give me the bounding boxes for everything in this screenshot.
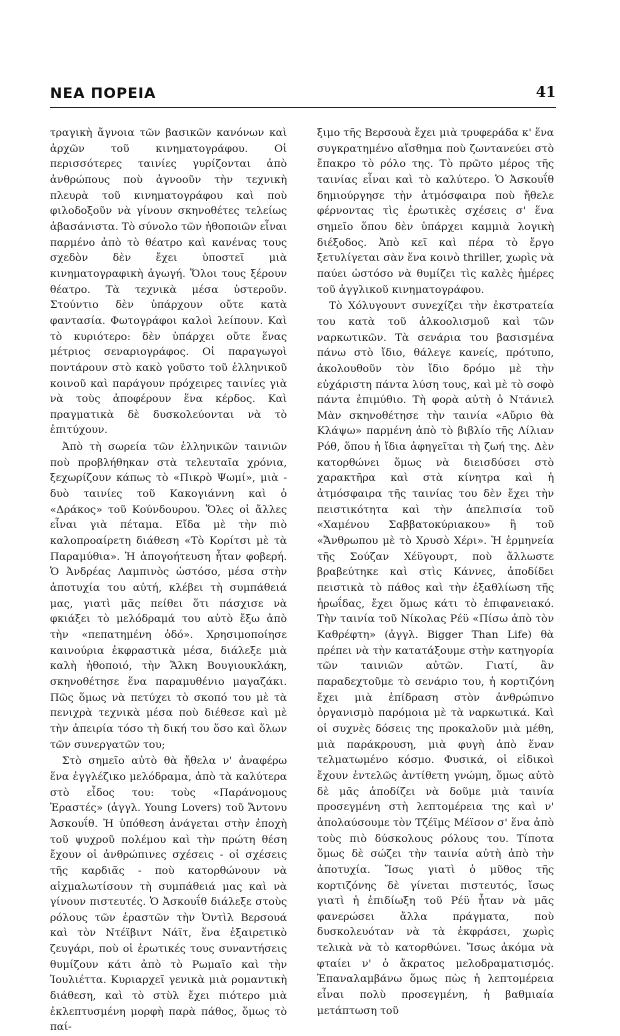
right-column <box>317 126 554 1019</box>
left-column <box>50 126 287 1036</box>
paragraph: Ἀπὸ τὴ σωρεία τῶν ἑλληνικῶν ταινιῶν ποὺ προβλήθηκαν στὰ τελευταῖα χρόνια, ξεχωρίζουν κάπως τὸ «Πικρὸ Ψωμί», μιὰ - δυὸ ταινίες τοῦ Κακογιάννη καὶ ὁ «Δράκος» τοῦ Κούνδουρου. Ὅλες οἱ ἄλλες εἶναι γιὰ πέταμα. Εἴδα μὲ τὴν πιὸ καλοπροαίρετη διάθεση «Τὸ Κορίτσι μὲ τὰ Παραμύθια». Ἡ ἀπογοήτευση ἦταν φοβερή. Ὁ Ἀνδρέας Λαμπινὸς ὡστόσο, μέσα στὴν ἀποτυχία του αὐτή, κλέβει τὴ συμπάθειά μας, γιατὶ μᾶς πείθει ὅτι πάσχισε νὰ φκιάξει τὸ μελόδραμά του αὐτὸ ἔξω ἀπὸ τὴν «πεπατημένη ὁδό». Χρησιμοποίησε καινούρια ἐκφραστικὰ μέσα, διάλεξε μιὰ καλὴ ἠθοποιό, τὴν Ἄλκη Βουγιουκλάκη, σκηνοθέτησε ἕνα παραμυθένιο μαγαζάκι. Πῶς ὅμως νὰ πετύχει τὸ σκοπό του μὲ τὰ πενιχρὰ τεχνικὰ μέσα ποὺ διέθεσε καὶ μὲ τὴν ἀπειρία τόσο τὴ δική του ὅσο καὶ ὅλων τῶν συνεργατῶν του; <box>50 441 287 751</box>
running-head <box>50 86 556 106</box>
header-rule <box>50 107 556 108</box>
paragraph: ξιμο τῆς Βερσουὰ ἔχει μιὰ τρυφεράδα κ' ἕνα συγκρατημένο αἴσθημα ποὺ ζωντανεύει στὸ ἔπακρο τὸ ρόλο της. Τὸ πρῶτο μέρος τῆς ταινίας εἶναι καὶ τὸ καλύτερο. Ὁ Ἀσκουΐθ δημιούργησε τὴν ἀτμόσφαιρα ποὺ ἤθελε φέρνοντας τὶς ἐρωτικὲς σχέσεις σ' ἕνα σημεῖο ὅπου δὲν ὑπάρχει καμμιὰ λογικὴ διέξοδος. Ἀπὸ κεῖ καὶ πέρα τὸ ἔργο ξετυλίγεται σὰν ἕνα κοινὸ thriller, χωρὶς νὰ παύει ὡστόσο νὰ θυμίζει τὶς καλὲς ἡμέρες τοῦ ἀγγλικοῦ κινηματογράφου. <box>317 127 554 296</box>
page-number: 41 <box>535 84 556 101</box>
journal-title: ΝΕΑ ΠΟΡΕΙΑ <box>50 86 156 102</box>
paragraph: τραγικὴ ἄγνοια τῶν βασικῶν κανόνων καὶ ἀρχῶν τοῦ κινηματογράφου. Οἱ περισσότερες ταινίες γυρίζονται ἀπὸ ἀνθρώπους ποὺ ἀγνοοῦν τὴν τεχνικὴ πλευρὰ τοῦ κινηματογράφου καὶ ποὺ φιλοδοξοῦν νὰ γίνουν σκηνοθέτες τελείως ἀβασάνιστα. Τὸ σύνολο τῶν ἠθοποιῶν εἶναι παρμένο ἀπὸ τὸ θέατρο καὶ κανένας τους σχεδὸν δὲν ἔχει ὑποστεῖ μιὰ κινηματογραφικὴ ἀγωγή. Ὅλοι τους ξέρουν θέατρο. Τὰ τεχνικὰ μέσα ὑστεροῦν. Στούντιο δὲν ὑπάρχουν οὔτε κατὰ φαντασία. Φωτογράφοι καλοὶ λείπουν. Καὶ τὸ κυριότερο: δὲν ὑπάρχει οὔτε ἕνας μέτριος σεναριογράφος. Οἱ παραγωγοὶ ποντάρουν στὸ κακὸ γοῦστο τοῦ ἑλληνικοῦ κοινοῦ καὶ παράγουν πρόχειρες ταινίες γιὰ νὰ τοὺς ἀποφέρουν ἕνα κέρδος. Καὶ πραγματικὰ δὲ δυσκολεύονται νὰ τὸ ἐπιτύχουν. <box>50 127 287 437</box>
paragraph: Τὸ Χόλυγουντ συνεχίζει τὴν ἐκστρατεία του κατὰ τοῦ ἀλκοολισμοῦ καὶ τῶν ναρκωτικῶν. Τὰ σενάρια του βασισμένα πάνω στὸ ἴδιο, θάλεγε κανείς, πρότυπο, ἀκολουθοῦν τὸν ἴδιο δρόμο μὲ τὴν εὐχάριστη πάντα λύση τους, καὶ μὲ τὸ σοφὸ πάντα ἐπιμύθιο. Τὴ φορὰ αὐτὴ ὁ Ντάνιελ Μὰν σκηνοθέτησε τὴν ταινία «Αὔριο θὰ Κλάψω» παρμένη ἀπὸ τὸ βιβλίο τῆς Λίλιαν Ρόθ, ὅπου ἡ ἴδια ἀφηγεῖται τὴ ζωή της. Δὲν κατορθώνει ὅμως νὰ διεισδύσει στὸ χαρακτῆρα καὶ στὰ κίνητρα καὶ ἡ ἀτμόσφαιρα τῆς ταινίας του δὲν ἔχει τὴν πειστικότητα καὶ τὴν ἀπελπισία τοῦ «Χαμένου Σαββατοκύριακου» ἢ τοῦ «Ἄνθρωπου μὲ τὸ Χρυσὸ Χέρι». Ἡ ἑρμηνεία τῆς Σούζαν Χέϋγουρτ, ποὺ ἄλλωστε βραβεύτηκε καὶ στὶς Κάννες, ἀποδίδει πειστικὰ τὸ πάθος καὶ τὴν ἐξαθλίωση τῆς ἡρωΐδας, ἔχει ὅμως κάτι τὸ ἐπιφανειακό. Τὴν ταινία τοῦ Νίκολας Ρέϋ «Πίσω ἀπὸ τὸν Καθρέφτη» (ἀγγλ. Bigger Than Life) θὰ πρέπει νὰ τὴν κατατάξουμε στὴν κατηγορία τῶν ταινιῶν αὐτῶν. Γιατί, ἂν παραδεχτοῦμε τὸ σενάριο του, ἡ κορτιζόνη ἔχει μιὰ ἐπίδραση στὸν ἀνθρώπινο ὀργανισμὸ παρόμοια μὲ τὰ ναρκωτικά. Καὶ οἱ συχνὲς δόσεις της προκαλοῦν μιὰ μέθη, μιὰ παράκρουση, μιὰ φυγὴ ἀπὸ ἕναν τελματωμένο κόσμο. Φυσικά, οἱ εἰδικοὶ ἔχουν ἐντελῶς ἀντίθετη γνώμη, ὅμως αὐτὸ δὲ μᾶς ἀποδίζει νὰ δοῦμε μιὰ ταινία προσεγμένη στὴ λεπτομέρεια της καὶ ν' ἀπολαύσουμε τὸν Τζέϊμς Μέϊσον σ' ἕνα ἀπὸ τοὺς πιὸ δύσκολους ρόλους του. Τίποτα ὅμως δὲ σώζει τὴν ταινία αὐτὴ ἀπὸ τὴν ἀποτυχία. Ἴσως γιατὶ ὁ μῦθος τῆς κορτιζόνης δὲ γίνεται πιστευτός, ἴσως γιατὶ ἡ ἐπιδίωξη τοῦ Ρέϋ ἦταν νὰ μᾶς φανερώσει ἄλλα πράγματα, ποὺ δυσκολευόταν νὰ τὰ ἐκφράσει, χωρὶς τελικὰ νὰ τὸ κατορθώνει. Ἴσως ἀκόμα νὰ φταίει ν' ὁ ἄκρατος μελοδραματισμός. Ἐπαναλαμβάνω ὅμως πὼς ἡ λεπτομέρεια εἶναι πολὺ προσεγμένη, ἡ βαθμιαία μετάπτωση τοῦ <box>317 300 554 1017</box>
paragraph: Στὸ σημεῖο αὐτὸ θὰ ἤθελα ν' ἀναφέρω ἕνα ἐγγλέζικο μελόδραμα, ἀπὸ τὰ καλύτερα στὸ εἶδος του: τοὺς «Παράνομους Ἐραστές» (ἀγγλ. Young Lovers) τοῦ Ἄντονυ Ἀσκουΐθ. Ἡ ὑπόθεση ἀνάγεται στὴν ἐποχὴ τοῦ ψυχροῦ πολέμου καὶ τὴν πρώτη θέση ἔχουν οἱ ἀνθρώπινες σχέσεις - οἱ σχέσεις τῆς καρδιᾶς - ποὺ κατορθώνουν νὰ αἰχμαλωτίσουν τὴ συμπάθειά μας καὶ νὰ γίνουν πιστευτές. Ὁ Ἀσκουΐθ διάλεξε στοὺς ρόλους τῶν ἐραστῶν τὴν Ὀντὶλ Βερσουά καὶ τὸν Ντέϊβιντ Νάϊτ, ἕνα ἐξαιρετικὸ ζευγάρι, ποὺ οἱ ἐρωτικές τους συναντήσεις θυμίζουν κάτι ἀπὸ τὸ Ρωμαῖο καὶ τὴν Ἰουλιέττα. Κυριαρχεῖ γενικὰ μιὰ ρομαντικὴ διάθεση, καὶ τὸ στὺλ ἔχει πιότερο μιὰ ἐκλεπτυσμένη μορφὴ παρὰ πάθος, ὅμως τὸ παί- <box>50 755 287 1034</box>
